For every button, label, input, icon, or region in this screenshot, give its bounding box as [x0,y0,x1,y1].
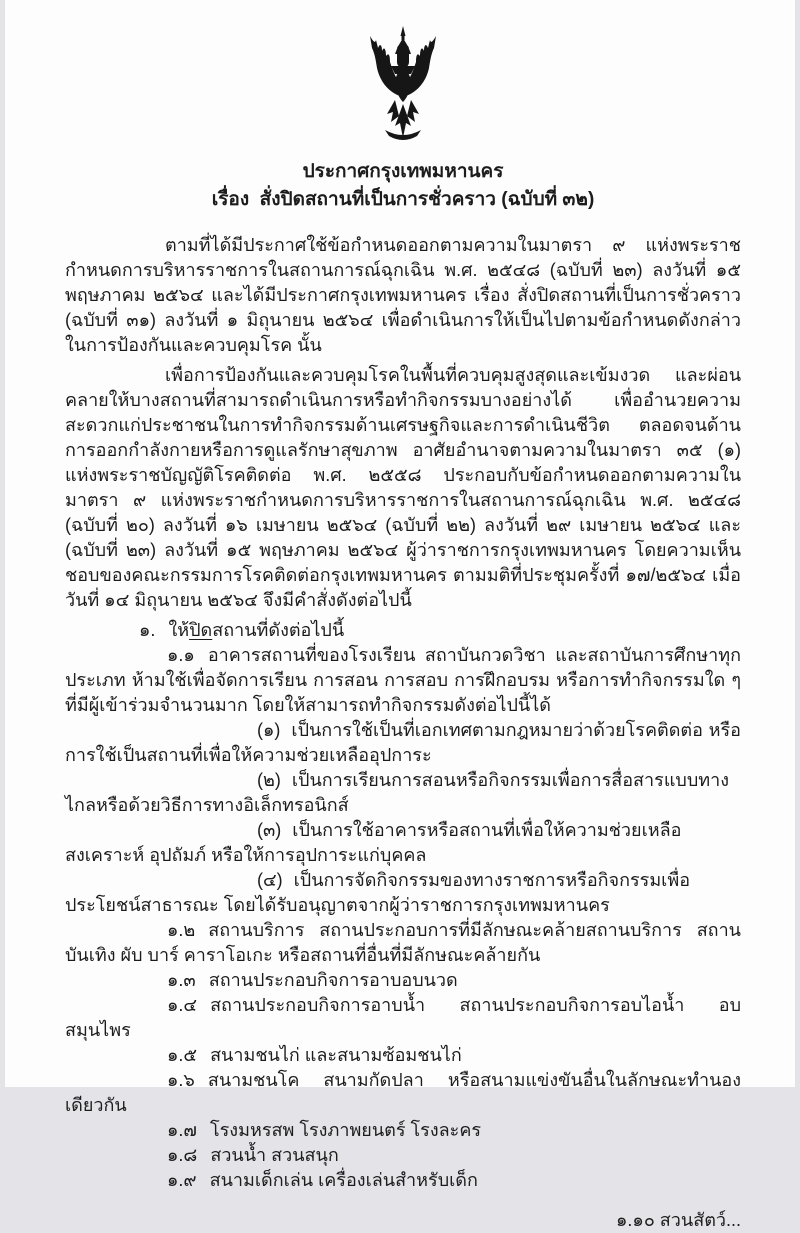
item-1-1 [65,643,741,718]
item-1-1-number: ๑.๑ [167,645,195,665]
document-page [5,0,795,1230]
subitem-1 [65,718,741,768]
document-title: ประกาศกรุงเทพมหานคร [302,161,504,182]
recital-paragraph-2: เพื่อการป้องกันและควบคุมโรคในพื้นที่ควบคุมสูงสุดและเข้มงวด และผ่อนคลายให้บางสถานที่สามารถดำเนินการหรือทำกิจกรรมบางอย่างได้ เพื่ออำนวยความสะดวกแก่ประชาชนในการทำกิจกรรมด้านเศรษฐกิจและการดำเนินชีวิต ตลอดจนด้านการออกกำลังกายหรือการดูแลรักษาสุขภาพ อาศัยอำนาจตามความในมาตรา ๓๕ (๑) แห่งพระราชบัญญัติโรคติดต่อ พ.ศ. ๒๕๕๘ ประกอบกับข้อกำหนดออกตามความในมาตรา ๙ แห่งพระราชกำหนดการบริหารราชการในสถานการณ์ฉุกเฉิน พ.ศ. ๒๕๔๘ (ฉบับที่ ๒๐) ลงวันที่ ๑๖ เมษายน ๒๕๖๔ (ฉบับที่ ๒๒) ลงวันที่ ๒๙ เมษายน ๒๕๖๔ และ (ฉบับที่ ๒๓) ลงวันที่ ๑๕ พฤษภาคม ๒๕๖๔ ผู้ว่าราชการกรุงเทพมหานคร โดยความเห็นชอบของคณะกรรมการโรคติดต่อกรุงเทพมหานคร ตามมติที่ประชุมครั้งที่ ๑๗/๒๕๖๔ เมื่อวันที่ ๑๔ มิถุนายน ๒๕๖๔ จึงมีคำสั่งดังต่อไปนี้ [65,365,741,610]
document-body [65,233,741,1233]
subitem-1-text: เป็นการใช้เป็นที่เอกเทศตามกฎหมายว่าด้วยโรคติดต่อ หรือการใช้เป็นสถานที่เพื่อให้ความช่วยเหลืออุปการะ [65,720,741,765]
item-1-5 [65,1043,741,1068]
item-1-9-text: สนามเด็กเล่น เครื่องเล่นสำหรับเด็ก [209,1170,478,1190]
subitem-2-number: (๒) [257,770,281,790]
item-1-2-number: ๑.๒ [167,920,196,940]
subitem-4-text: เป็นการจัดกิจกรรมของทางราชการหรือกิจกรรมเพื่อประโยชน์สาธารณะ โดยได้รับอนุญาตจากผู้ว่าราชการกรุงเทพมหานคร [65,870,691,915]
item-1-9-number: ๑.๙ [167,1170,197,1190]
item-1-8-text: สวนน้ำ สวนสนุก [210,1145,339,1165]
garuda-emblem-icon [351,131,455,148]
clause-1-heading [65,618,741,643]
clause-1-number: ๑. [139,620,156,640]
item-1-4-number: ๑.๔ [167,995,198,1015]
subitem-1-number: (๑) [257,720,281,740]
item-1-3-text: สถานประกอบกิจการอาบอบนวด [208,970,458,990]
item-1-6-number: ๑.๖ [167,1070,195,1090]
subitem-3 [65,818,741,868]
item-1-2-text: สถานบริการ สถานประกอบการที่มีลักษณะคล้ายสถานบริการ สถานบันเทิง ผับ บาร์ คาราโอเกะ หรือสถานที่อื่นที่มีลักษณะคล้ายกัน [65,920,741,965]
item-1-2 [65,918,741,968]
emblem-container [65,0,741,146]
item-1-8-number: ๑.๘ [167,1145,198,1165]
item-1-9 [65,1168,741,1193]
subitem-4-number: (๔) [257,870,283,890]
clause-1-text-after: สถานที่ดังต่อไปนี้ [212,620,345,640]
item-1-4-text: สถานประกอบกิจการอาบน้ำ สถานประกอบกิจการอบไอน้ำ อบสมุนไพร [65,995,741,1040]
item-1-3 [65,968,741,993]
item-1-5-number: ๑.๕ [167,1045,198,1065]
item-1-7 [65,1118,741,1143]
clause-1-text-before: ให้ [168,620,190,640]
subitem-2 [65,768,741,818]
item-1-4 [65,993,741,1043]
item-1-6 [65,1068,741,1118]
item-1-5-text: สนามชนไก่ และสนามซ้อมชนไก่ [210,1045,462,1065]
page-continuation-marker: ๑.๑๐ สวนสัตว์... [615,1210,741,1230]
subitem-4 [65,868,741,918]
item-1-3-number: ๑.๓ [167,970,196,990]
recital-paragraph-1: ตามที่ได้มีประกาศใช้ข้อกำหนดออกตามความในมาตรา ๙ แห่งพระราชกำหนดการบริหารราชการในสถานการณ์ฉุกเฉิน พ.ศ. ๒๕๔๘ (ฉบับที่ ๒๓) ลงวันที่ ๑๕ พฤษภาคม ๒๕๖๔ และได้มีประกาศกรุงเทพมหานคร เรื่อง สั่งปิดสถานที่เป็นการชั่วคราว (ฉบับที่ ๓๑) ลงวันที่ ๑ มิถุนายน ๒๕๖๔ เพื่อดำเนินการให้เป็นไปตามข้อกำหนดดังกล่าว ในการป้องกันและควบคุมโรค นั้น [65,235,741,355]
document-subject-line: เรื่อง สั่งปิดสถานที่เป็นการชั่วคราว (ฉบับที่ ๓๒) [211,189,595,210]
clause-1-underlined-word: ปิด [189,620,213,640]
item-1-7-number: ๑.๗ [167,1120,197,1140]
item-1-8 [65,1143,741,1168]
subitem-3-number: (๓) [257,820,282,840]
subitem-2-text: เป็นการเรียนการสอนหรือกิจกรรมเพื่อการสื่อสารแบบทางไกลหรือด้วยวิธีการทางอิเล็กทรอนิกส์ [65,770,730,815]
item-1-6-text: สนามชนโค สนามกัดปลา หรือสนามแข่งขันอื่นในลักษณะทำนองเดียวกัน [65,1070,741,1115]
item-1-7-text: โรงมหรสพ โรงภาพยนตร์ โรงละคร [209,1120,482,1140]
subitem-3-text: เป็นการใช้อาคารหรือสถานที่เพื่อให้ความช่วยเหลือ สงเคราะห์ อุปถัมภ์ หรือให้การอุปการะแก่บุคคล [65,820,682,865]
item-1-1-text: อาคารสถานที่ของโรงเรียน สถาบันกวดวิชา และสถาบันการศึกษาทุกประเภท ห้ามใช้เพื่อจัดการเรียน การสอน การสอบ การฝึกอบรม หรือการทำกิจกรรมใด ๆ ที่มีผู้เข้าร่วมจำนวนมาก โดยให้สามารถทำกิจกรรมดังต่อไปนี้ได้ [65,645,741,715]
